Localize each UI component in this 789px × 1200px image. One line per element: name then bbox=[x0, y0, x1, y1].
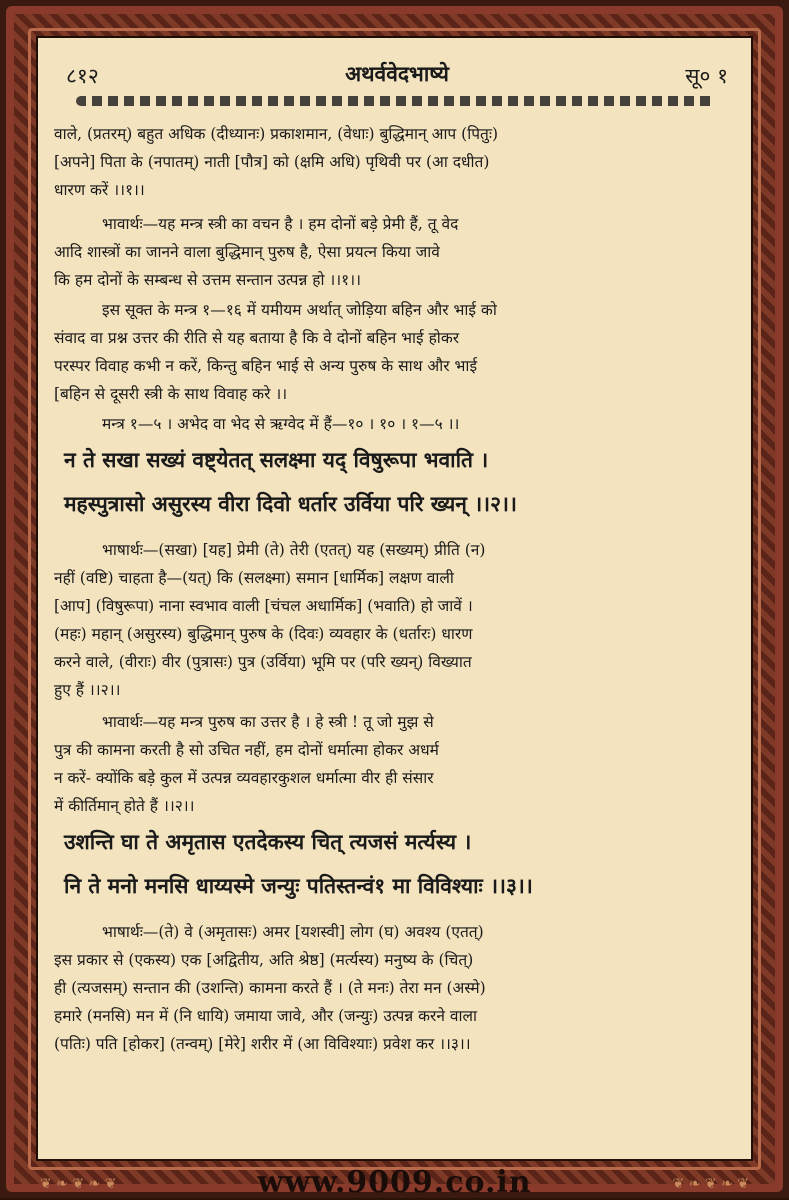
website-watermark: www.9009.co.in bbox=[257, 1165, 532, 1200]
page-number: ८१२ bbox=[66, 64, 99, 88]
text-line: भाषार्थः—(ते) वे (अमृतासः) अमर [यशस्वी] लोग (घ) अवश्य (एतत्) bbox=[102, 923, 484, 941]
text-line: संवाद वा प्रश्न उत्तर की रीति से यह बताया है कि वे दोनों बहिन भाई होकर bbox=[54, 329, 460, 347]
text-line: इस प्रकार से (एकस्य) एक [अद्वितीय, अति श्रेष्ठ] (मर्त्यस्य) मनुष्य के (चित्) bbox=[54, 951, 474, 969]
scroll-ornament-icon: ❦ ❧ ❦ ❧ ❦ bbox=[672, 1176, 749, 1192]
book-page bbox=[36, 36, 753, 1161]
mantra-line: महस्पुत्रासो असुरस्य वीरा दिवो धर्तार उर्विया परि ख्यन् ।।२।। bbox=[64, 491, 517, 516]
text-line: मन्त्र १—५ । अभेद वा भेद से ऋग्वेद में हैं—१० । १० । १—५ ।। bbox=[102, 415, 460, 433]
text-line: [बहिन से दूसरी स्त्री के साथ विवाह करे ।। bbox=[54, 385, 288, 403]
text-line: [अपने] पिता के (नपातम्) नाती [पौत्र] को (क्षमि अधि) पृथिवी पर (आ दधीत) bbox=[54, 153, 490, 171]
book-title: अथर्ववेदभाष्ये bbox=[345, 61, 449, 86]
scroll-ornament-icon: ❦ ❧ ❦ ❧ ❦ bbox=[40, 1176, 117, 1192]
text-line: भाषार्थः—(सखा) [यह] प्रेमी (ते) तेरी (एतत्) यह (सख्यम्) प्रीति (न) bbox=[102, 541, 486, 559]
text-line: हमारे (मनसि) मन में (नि धायि) जमाया जावे, और (जन्युः) उत्पन्न करने वाला bbox=[54, 1007, 478, 1025]
text-line: में कीर्तिमान् होते हैं ।।२।। bbox=[54, 797, 195, 815]
text-line: ही (त्यजसम्) सन्तान की (उशन्ति) कामना करते हैं । (ते मनः) तेरा मन (अस्मे) bbox=[54, 979, 486, 997]
text-line: हुए हैं ।।२।। bbox=[54, 681, 121, 699]
text-line: इस सूक्त के मन्त्र १—१६ में यमीयम अर्थात् जोड़िया बहिन और भाई को bbox=[102, 301, 497, 319]
text-line: भावार्थः—यह मन्त्र पुरुष का उत्तर है । हे स्त्री ! तू जो मुझ से bbox=[102, 713, 434, 731]
text-line: करने वाले, (वीराः) वीर (पुत्रासः) पुत्र (उर्विया) भूमि पर (परि ख्यन्) विख्यात bbox=[54, 653, 472, 671]
text-line: [आप] (विषुरूपा) नाना स्वभाव वाली [चंचल अधार्मिक] (भवाति) हो जावें । bbox=[54, 597, 473, 615]
header-rule bbox=[76, 96, 716, 106]
text-line: पुत्र की कामना करती है सो उचित नहीं, हम दोनों धर्मात्मा होकर अधर्म bbox=[54, 741, 439, 759]
text-line: (महः) महान् (असुरस्य) बुद्धिमान् पुरुष के (दिवः) व्यवहार के (धर्तारः) धारण bbox=[54, 625, 473, 643]
text-line: नहीं (वष्टि) चाहता है—(यत्) कि (सलक्ष्मा) समान [धार्मिक] लक्षण वाली bbox=[54, 569, 454, 587]
text-line: (पतिः) पति [होकर] (तन्वम्) [मेरे] शरीर में (आ विविश्याः) प्रवेश कर ।।३।। bbox=[54, 1035, 471, 1053]
mantra-line: न ते सखा सख्यं वष्ट्येतत् सलक्ष्मा यद् विषुरूपा भवाति । bbox=[64, 447, 489, 472]
mantra-line: नि ते मनो मनसि धाय्यस्मे जन्युः पतिस्तन्वं१ मा विविश्याः ।।३।। bbox=[64, 873, 533, 898]
text-line: आदि शास्त्रों का जानने वाला बुद्धिमान् पुरुष है, ऐसा प्रयत्न किया जावे bbox=[54, 243, 440, 261]
text-line: न करें- क्योंकि बड़े कुल में उत्पन्न व्यवहारकुशल धर्मात्मा वीर ही संसार bbox=[54, 769, 434, 787]
text-line: परस्पर विवाह कभी न करें, किन्तु बहिन भाई से अन्य पुरुष के साथ और भाई bbox=[54, 357, 478, 375]
mantra-line: उशन्ति घा ते अमृतास एतदेकस्य चित् त्यजसं मर्त्यस्य । bbox=[64, 829, 472, 854]
text-line: धारण करें ।।१।। bbox=[54, 181, 145, 199]
text-line: भावार्थः—यह मन्त्र स्त्री का वचन है । हम दोनों बड़े प्रेमी हैं, तू वेद bbox=[102, 215, 459, 233]
sukta-number: सू० १ bbox=[685, 64, 728, 88]
page-header bbox=[66, 56, 728, 92]
text-line: कि हम दोनों के सम्बन्ध से उत्तम सन्तान उत्पन्न हो ।।१।। bbox=[54, 271, 361, 289]
text-line: वाले, (प्रतरम्) बहुत अधिक (दीध्यानः) प्रकाशमान, (वेधाः) बुद्धिमान् आप (पितुः) bbox=[54, 125, 499, 143]
